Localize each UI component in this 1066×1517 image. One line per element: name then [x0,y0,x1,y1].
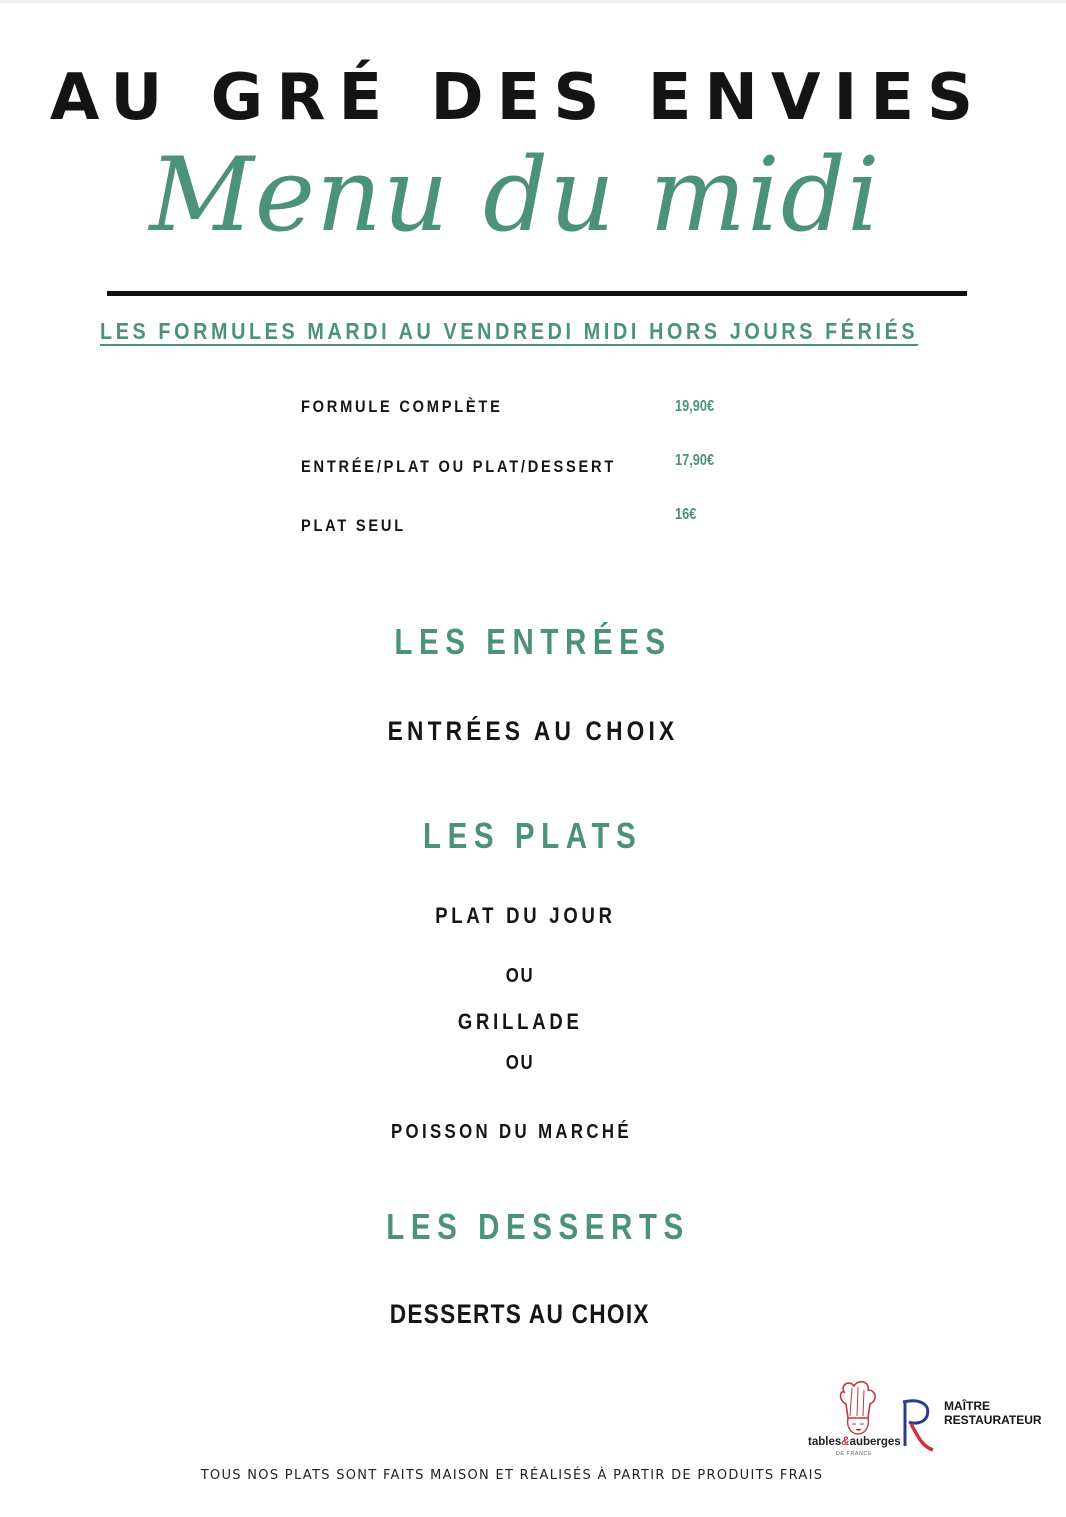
formule-label: PLAT SEUL [301,516,406,535]
formules-heading: LES FORMULES MARDI AU VENDREDI MIDI HORS JOURS FÉRIÉS [100,318,919,344]
tables-auberges-sub: DE FRANCE [835,1451,873,1457]
plats-item: PLAT DU JOUR [434,903,616,928]
desserts-item: DESSERTS AU CHOIX [389,1299,651,1329]
header-divider [107,291,967,296]
maitre-restaurateur-wordmark [944,1400,1042,1428]
section-heading-desserts: LES DESSERTS [386,1206,690,1247]
maitre-restaurateur-line1: MAÎTRE [944,1399,990,1413]
entrees-item: ENTRÉES AU CHOIX [387,716,679,746]
restaurant-title: AU GRÉ DES ENVIES [49,61,987,135]
plats-item: GRILLADE [457,1009,583,1034]
top-edge-line [0,0,1066,3]
formule-label: FORMULE COMPLÈTE [301,397,503,416]
menu-subtitle: Menu du midi [149,136,881,255]
formule-price: 19,90€ [675,398,715,415]
maitre-restaurateur-line2: RESTAURATEUR [944,1412,1042,1427]
formule-price: 17,90€ [675,452,715,469]
section-heading-entrees: LES ENTRÉES [394,621,672,662]
r-monogram-icon [897,1394,937,1456]
plats-separator: OU [505,965,535,987]
section-heading-plats: LES PLATS [423,815,643,856]
plats-item: POISSON DU MARCHÉ [390,1121,632,1143]
formule-price: 16€ [675,506,697,523]
tables-auberges-logo [808,1378,900,1460]
formule-label: ENTRÉE/PLAT OU PLAT/DESSERT [301,457,617,476]
footer-note: TOUS NOS PLATS SONT FAITS MAISON ET RÉALISÉS À PARTIR DE PRODUITS FRAIS [200,1468,824,1483]
plats-separator: OU [505,1052,535,1074]
tables-auberges-wordmark: tables&auberges [808,1436,901,1448]
chef-hat-icon [808,1378,900,1436]
